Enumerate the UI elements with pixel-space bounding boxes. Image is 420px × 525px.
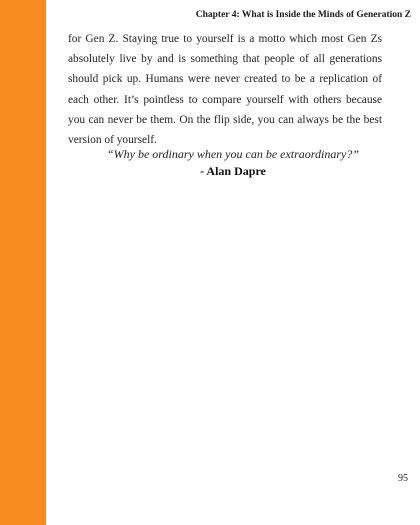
quote-text: “Why be ordinary when you can be extraordinary?” xyxy=(106,147,360,161)
quote-author: - Alan Dapre xyxy=(200,164,266,178)
side-accent-bar xyxy=(0,0,46,525)
body-paragraph: for Gen Z. Staying true to yourself is a motto which most Gen Zs absolutely live by and is something that people of all generations should pick up. Humans were never created to be a replication of each other. It’s pointless to compare yourself with others because you can never be them. On the flip side, you can always be the best version of yourself. xyxy=(68,33,382,147)
running-header: Chapter 4: What is Inside the Minds of Generation Z xyxy=(195,10,411,20)
quote-block xyxy=(46,146,420,180)
page-number: 95 xyxy=(398,473,408,484)
